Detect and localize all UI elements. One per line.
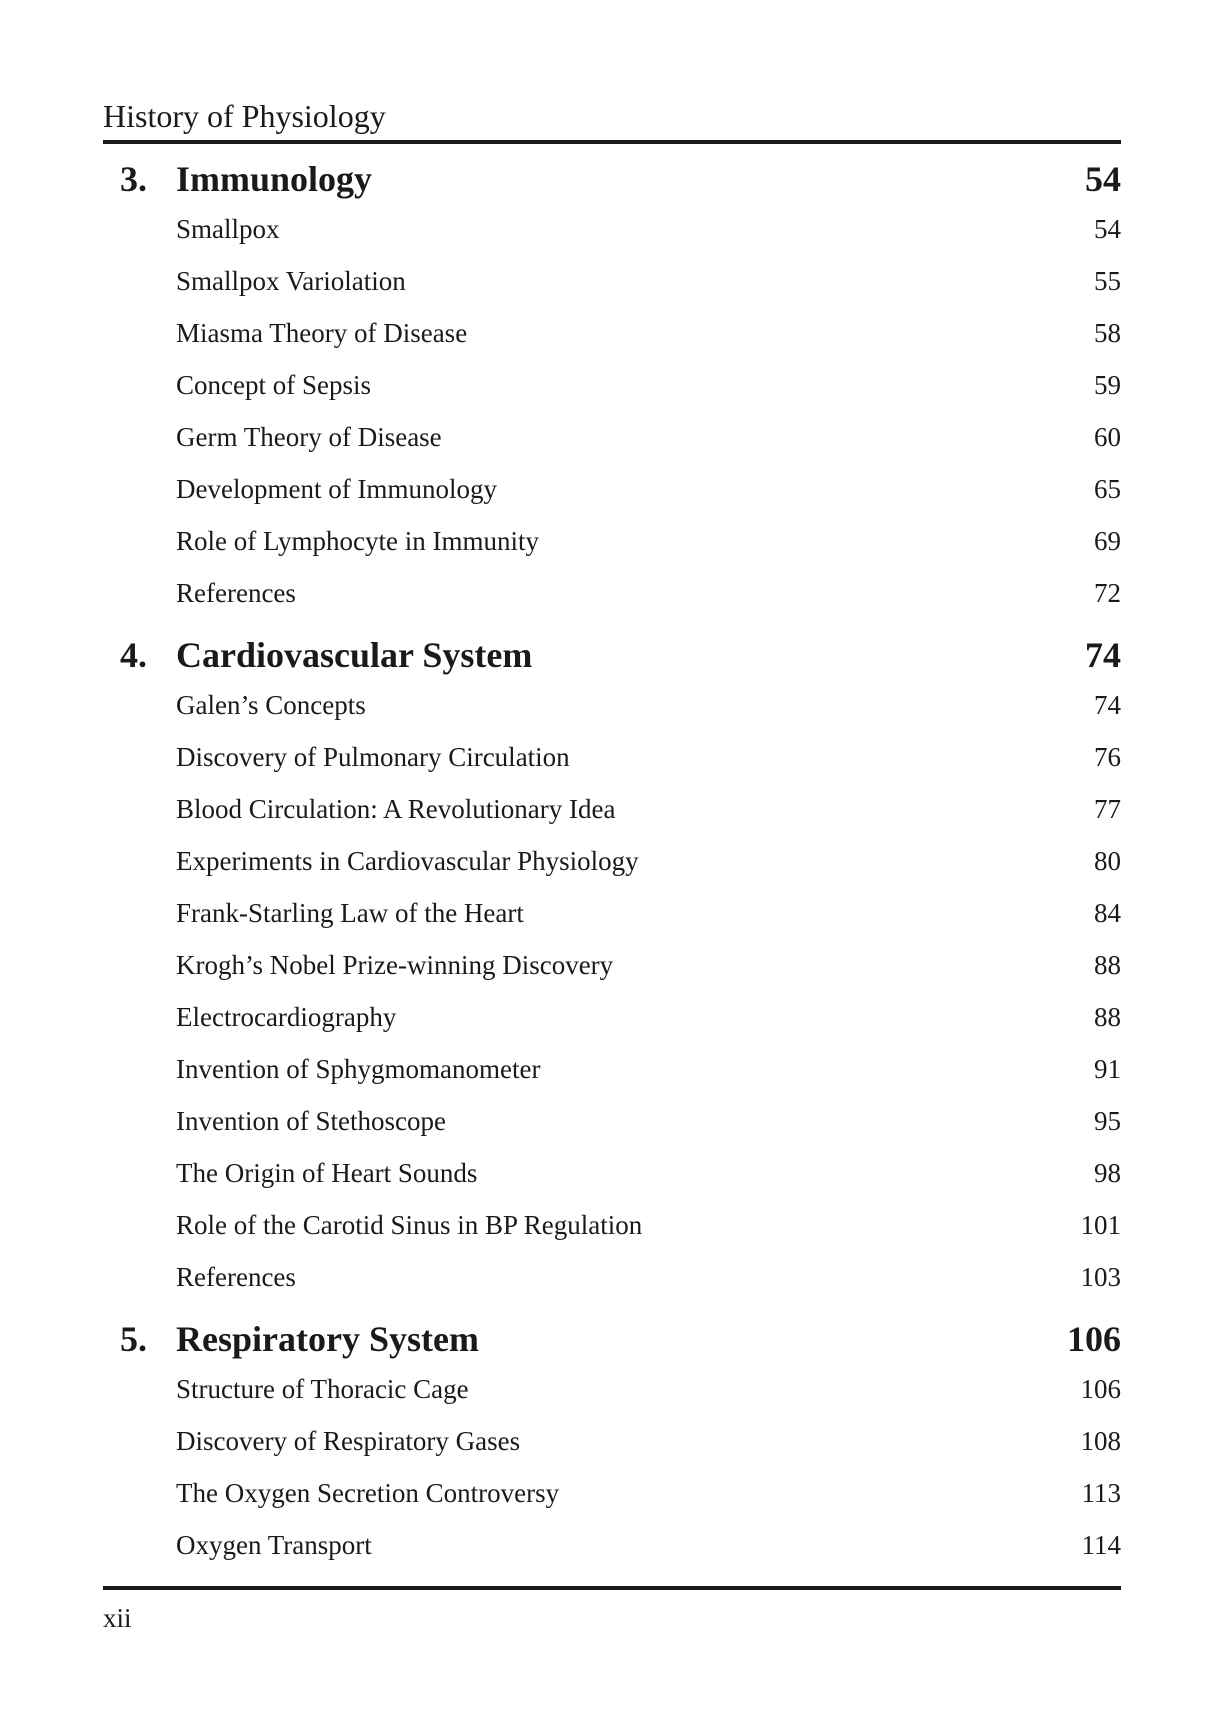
section-title: Oxygen Transport xyxy=(176,1530,372,1560)
section-title: Development of Immunology xyxy=(176,474,497,504)
toc-section-entry[interactable] xyxy=(103,1475,1121,1511)
toc-chapter-entry[interactable] xyxy=(103,633,1121,677)
section-page-number: 106 xyxy=(1080,1374,1121,1404)
section-title: The Oxygen Secretion Controversy xyxy=(176,1478,560,1508)
section-page-number: 74 xyxy=(1094,690,1121,720)
section-title: The Origin of Heart Sounds xyxy=(176,1158,478,1188)
section-title: Smallpox xyxy=(176,214,280,244)
section-title: Miasma Theory of Disease xyxy=(176,318,468,348)
section-title: References xyxy=(176,578,296,608)
section-title: Frank-Starling Law of the Heart xyxy=(176,898,524,928)
toc-section-entry[interactable] xyxy=(103,471,1121,507)
section-page-number: 65 xyxy=(1094,474,1121,504)
toc-section-entry[interactable] xyxy=(103,419,1121,455)
section-page-number: 69 xyxy=(1094,526,1121,556)
section-page-number: 58 xyxy=(1094,318,1121,348)
section-title: Role of the Carotid Sinus in BP Regulation xyxy=(176,1210,643,1240)
section-page-number: 95 xyxy=(1094,1106,1121,1136)
section-page-number: 101 xyxy=(1080,1210,1121,1240)
chapter-title: Immunology xyxy=(176,159,373,199)
toc-section-entry[interactable] xyxy=(103,575,1121,611)
toc-section-entry[interactable] xyxy=(103,1371,1121,1407)
section-page-number: 72 xyxy=(1094,578,1121,608)
toc-section-entry[interactable] xyxy=(103,1207,1121,1243)
section-page-number: 54 xyxy=(1094,214,1121,244)
chapter-title: Cardiovascular System xyxy=(176,635,533,675)
toc-section-entry[interactable] xyxy=(103,999,1121,1035)
toc-section-entry[interactable] xyxy=(103,791,1121,827)
section-page-number: 88 xyxy=(1094,1002,1121,1032)
section-title: Experiments in Cardiovascular Physiology xyxy=(176,846,639,876)
toc-section-entry[interactable] xyxy=(103,1259,1121,1295)
section-title: Invention of Sphygmomanometer xyxy=(176,1054,541,1084)
toc-chapter-entry[interactable] xyxy=(103,157,1121,201)
chapter-page-number: 106 xyxy=(1067,1319,1121,1359)
section-page-number: 91 xyxy=(1094,1054,1121,1084)
section-title: Germ Theory of Disease xyxy=(176,422,442,452)
section-title: Role of Lymphocyte in Immunity xyxy=(176,526,539,556)
section-page-number: 114 xyxy=(1081,1530,1121,1560)
toc-section-entry[interactable] xyxy=(103,211,1121,247)
section-title: Krogh’s Nobel Prize-winning Discovery xyxy=(176,950,614,980)
footer-rule xyxy=(103,1586,1121,1590)
chapter-number: 5. xyxy=(120,1319,147,1359)
chapter-number: 4. xyxy=(120,635,147,675)
section-page-number: 103 xyxy=(1080,1262,1121,1292)
section-page-number: 80 xyxy=(1094,846,1121,876)
toc-section-entry[interactable] xyxy=(103,1423,1121,1459)
section-title: Discovery of Pulmonary Circulation xyxy=(176,742,570,772)
running-head: History of Physiology xyxy=(103,98,386,134)
chapter-page-number: 74 xyxy=(1085,635,1121,675)
section-page-number: 60 xyxy=(1094,422,1121,452)
toc-section-entry[interactable] xyxy=(103,843,1121,879)
section-page-number: 98 xyxy=(1094,1158,1121,1188)
toc-section-entry[interactable] xyxy=(103,739,1121,775)
section-page-number: 84 xyxy=(1094,898,1121,928)
toc-section-entry[interactable] xyxy=(103,523,1121,559)
section-title: References xyxy=(176,1262,296,1292)
toc-section-entry[interactable] xyxy=(103,947,1121,983)
toc-section-entry[interactable] xyxy=(103,263,1121,299)
chapter-page-number: 54 xyxy=(1085,159,1121,199)
section-title: Blood Circulation: A Revolutionary Idea xyxy=(176,794,616,824)
section-title: Smallpox Variolation xyxy=(176,266,406,296)
toc-chapter-entry[interactable] xyxy=(103,1317,1121,1361)
toc-section-entry[interactable] xyxy=(103,1103,1121,1139)
toc-section-entry[interactable] xyxy=(103,895,1121,931)
section-title: Concept of Sepsis xyxy=(176,370,371,400)
page-number: xii xyxy=(103,1603,132,1633)
section-title: Galen’s Concepts xyxy=(176,690,366,720)
section-page-number: 88 xyxy=(1094,950,1121,980)
section-page-number: 76 xyxy=(1094,742,1121,772)
section-title: Electrocardiography xyxy=(176,1002,397,1032)
toc-section-entry[interactable] xyxy=(103,1051,1121,1087)
header-rule xyxy=(103,140,1121,144)
toc-section-entry[interactable] xyxy=(103,1527,1121,1563)
toc-section-entry[interactable] xyxy=(103,687,1121,723)
section-title: Invention of Stethoscope xyxy=(176,1106,446,1136)
section-page-number: 55 xyxy=(1094,266,1121,296)
section-title: Discovery of Respiratory Gases xyxy=(176,1426,521,1456)
section-title: Structure of Thoracic Cage xyxy=(176,1374,469,1404)
section-page-number: 77 xyxy=(1094,794,1121,824)
chapter-title: Respiratory System xyxy=(176,1319,479,1359)
toc-section-entry[interactable] xyxy=(103,1155,1121,1191)
toc-section-entry[interactable] xyxy=(103,315,1121,351)
section-page-number: 113 xyxy=(1081,1478,1121,1508)
toc-section-entry[interactable] xyxy=(103,367,1121,403)
chapter-number: 3. xyxy=(120,159,147,199)
section-page-number: 59 xyxy=(1094,370,1121,400)
section-page-number: 108 xyxy=(1080,1426,1121,1456)
